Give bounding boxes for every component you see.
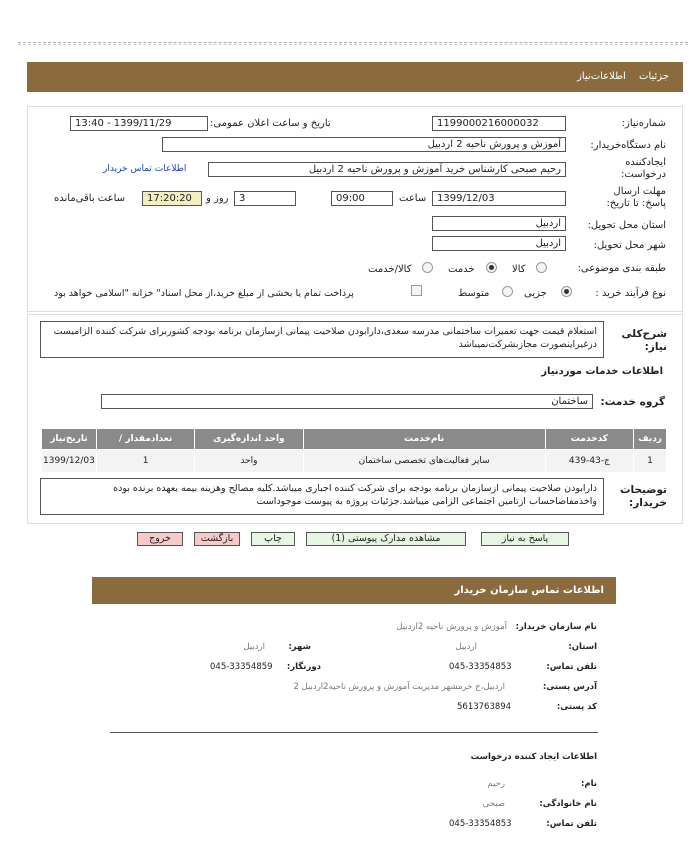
radio-partial-label: جزیی — [524, 288, 547, 299]
description-box: استعلام قیمت جهت تعمیرات ساختمانی مدرسه سعدی،دارابودن صلاحیت پیمانی ازسازمان برنامه بودجه کشوربرای شرکت کننده الزامیست درغیراینصورت مجازبشرکت‌نمیباشد — [40, 321, 604, 358]
deadline-date-field: 1399/12/03 — [432, 191, 566, 206]
cell-service-code: ج-43-439 — [545, 450, 633, 473]
treasury-note: پرداخت تمام یا بخشی از مبلغ خرید،از محل اسناد" خزانه "اسلامی خواهد بود — [54, 288, 354, 299]
details-header — [27, 62, 683, 92]
top-divider-secondary — [18, 44, 688, 45]
city-label: شهر محل تحویل: — [593, 240, 666, 251]
postal-code-label: کد پستی: — [556, 702, 597, 712]
first-name-label: نام: — [580, 779, 597, 789]
process-label: نوع فرآیند خرید : — [595, 288, 666, 299]
radio-partial[interactable] — [561, 286, 572, 297]
col-unit: واحد اندازه‌گیری — [195, 429, 303, 450]
contact-divider — [110, 732, 598, 733]
day-label: روز و — [206, 193, 229, 204]
radio-medium[interactable] — [502, 286, 513, 297]
treasury-checkbox[interactable] — [411, 285, 422, 296]
creator-phone-label: تلفن تماس: — [546, 819, 597, 829]
exit-button[interactable]: خروج — [137, 532, 183, 546]
announce-label: تاریخ و ساعت اعلان عمومی: — [210, 118, 331, 129]
remaining-label: ساعت باقی‌مانده — [54, 193, 126, 204]
fax-label: دورنگار: — [286, 662, 321, 672]
service-group-field: ساختمان — [101, 394, 593, 409]
print-button[interactable]: چاپ — [251, 532, 295, 546]
creator-section-title: اطلاعات ایجاد کننده درخواست — [470, 752, 597, 762]
province-contact-label: استان: — [568, 642, 597, 652]
need-number-label: شماره‌نیاز: — [621, 118, 666, 129]
deadline-hour-field: 09:00 — [331, 191, 393, 206]
announce-date-field: 1399/11/29 - 13:40 — [70, 116, 208, 131]
address-label: آدرس پستی: — [542, 682, 597, 692]
deadline-label: مهلت ارسال پاسخ: تا تاریخ: — [606, 186, 666, 209]
hour-label: ساعت — [399, 193, 427, 204]
buyer-notes-label: توضیحات خریدار: — [619, 484, 667, 509]
cell-need-date: 1399/12/03 — [42, 450, 97, 473]
city-contact-label: شهر: — [288, 642, 311, 652]
description-label: شرح‌کلی نیاز: — [621, 328, 667, 353]
province-field: اردبیل — [432, 216, 566, 231]
first-name-value: رحیم — [487, 779, 505, 789]
radio-goods-label: کالا — [512, 264, 526, 275]
reply-button[interactable]: پاسخ به نیاز — [481, 532, 569, 546]
table-row — [42, 450, 667, 473]
buyer-org-label: نام دستگاه‌خریدار: — [590, 140, 666, 151]
contact-section-header: اطلاعات تماس سازمان خریدار — [92, 577, 616, 604]
radio-service[interactable] — [486, 262, 497, 273]
col-service-code: کدخدمت — [545, 429, 633, 450]
city-contact-value: اردبیل — [243, 642, 265, 652]
col-need-date: تاریخ‌نیاز — [42, 429, 97, 450]
cell-row: 1 — [634, 450, 667, 473]
address-value: اردبیل،خ خرمشهر مدیریت آموزش و پرورش ناحیه‌2اردبیل 2 — [293, 682, 505, 692]
services-title: اطلاعات خدمات موردنیاز — [541, 366, 663, 377]
radio-service-label: خدمت — [448, 264, 475, 275]
services-table — [41, 428, 667, 473]
phone-value: 045-33354853 — [449, 662, 512, 672]
cell-service-name: سایر فعالیت‌های تخصصی ساختمان — [303, 450, 545, 473]
cell-unit: واحد — [195, 450, 303, 473]
province-label: استان محل تحویل: — [587, 220, 666, 231]
tab-details[interactable]: جزئیات — [639, 71, 669, 82]
radio-medium-label: متوسط — [458, 288, 490, 299]
top-divider — [18, 42, 688, 43]
phone-label: تلفن تماس: — [546, 662, 597, 672]
remaining-time-field: 17:20:20 — [142, 191, 202, 206]
col-row: ردیف — [634, 429, 667, 450]
postal-code-value: 5613763894 — [457, 702, 512, 712]
org-name-label: نام سازمان خریدار: — [515, 622, 597, 632]
category-label: طبقه بندی موضوعی: — [577, 263, 666, 274]
cell-quantity: 1 — [96, 450, 194, 473]
radio-goods[interactable] — [536, 262, 547, 273]
radio-goods-service-label: کالا/خدمت — [368, 264, 412, 275]
buyer-org-field: آموزش و پرورش ناحیه 2 اردبیل — [162, 137, 566, 152]
view-attachments-button[interactable]: مشاهده مدارک پیوستی (1) — [306, 532, 466, 546]
need-number-field: 1199000216000032 — [432, 116, 566, 131]
requester-label: ایجادکننده درخواست: — [621, 157, 666, 180]
radio-goods-service[interactable] — [422, 262, 433, 273]
org-name-value: آموزش و پرورش ناحیه 2اردبیل — [396, 622, 507, 632]
col-quantity: تعدادمقدار / — [96, 429, 194, 450]
city-field: اردبیل — [432, 236, 566, 251]
back-button[interactable]: بازگشت — [194, 532, 240, 546]
last-name-label: نام خانوادگی: — [539, 799, 597, 809]
service-group-label: گروه خدمت: — [600, 396, 665, 408]
last-name-value: صبحی — [482, 799, 505, 809]
buyer-notes-box: دارابودن صلاحیت پیمانی ازسازمان برنامه بودجه برای شرکت کننده اجباری میباشد.کلیه مصالح وهزینه بیمه بعهده برنده بوده واخذمفاصاحساب ازتامین اجتماعی الزامی میباشد.جزئیات پروژه به پیوست موجوداست — [40, 478, 604, 515]
fax-value: 045-33354859 — [210, 662, 273, 672]
days-field: 3 — [234, 191, 296, 206]
tab-need-info[interactable]: اطلاعات‌نیاز — [577, 71, 626, 82]
requester-field: رحیم صبحی کارشناس خرید آموزش و پرورش ناحیه 2 اردبیل — [208, 162, 566, 177]
col-service-name: نام‌خدمت — [303, 429, 545, 450]
province-contact-value: اردبیل — [455, 642, 477, 652]
creator-phone-value: 045-33354853 — [449, 819, 512, 829]
buyer-contact-link[interactable]: اطلاعات تماس خریدار — [103, 164, 187, 174]
